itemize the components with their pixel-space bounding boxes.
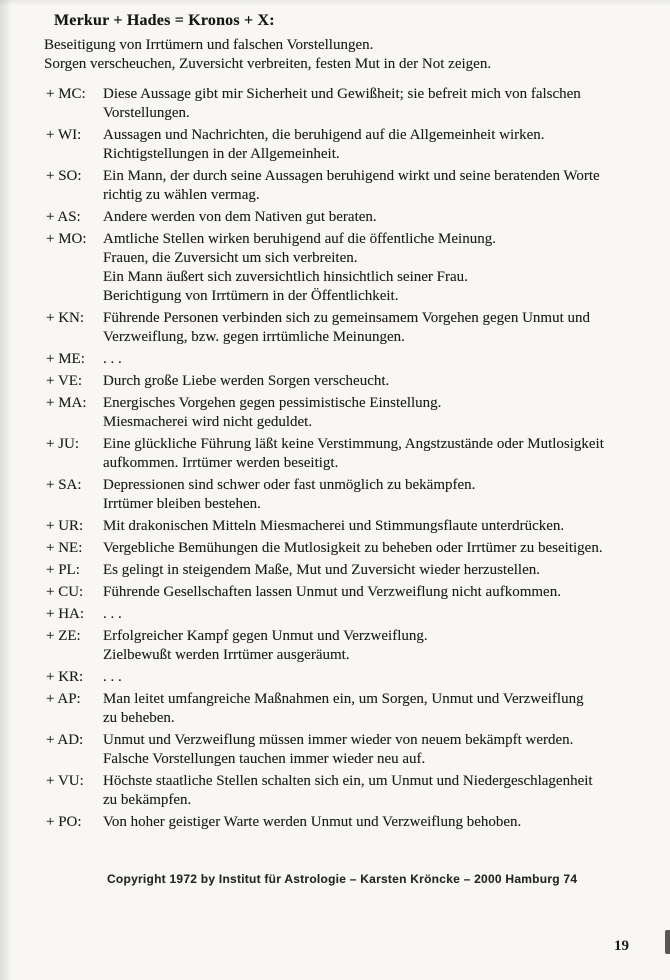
entry-text-line: Andere werden von dem Nativen gut beraten. xyxy=(103,209,377,225)
entry-text xyxy=(103,668,650,687)
entry-row xyxy=(46,668,650,687)
entry-text-line: Aussagen und Nachrichten, die beruhigend auf die Allgemeinheit wirken. xyxy=(103,127,545,143)
entry-text xyxy=(103,309,650,347)
entry-text-line: Richtigstellungen in der Allgemeinheit. xyxy=(103,146,340,162)
entry-text-line: . . . xyxy=(103,669,122,685)
entry-text-line: richtig zu wählen vermag. xyxy=(103,187,260,203)
entry-text-line: Von hoher geistiger Warte werden Unmut und Verzweiflung behoben. xyxy=(103,814,522,830)
entry-label: + HA: xyxy=(46,606,85,622)
entry-text-line: Amtliche Stellen wirken beruhigend auf die öffentliche Meinung. xyxy=(103,231,496,247)
entry-label: + AD: xyxy=(46,732,84,748)
entry-text-line: . . . xyxy=(103,351,122,367)
entry-text-line: Miesmacherei wird nicht geduldet. xyxy=(103,414,313,430)
entry-row xyxy=(46,772,650,810)
scan-artifact-mark xyxy=(665,930,670,954)
entry-text xyxy=(103,208,650,227)
entry-text xyxy=(103,813,650,832)
entry-label: + VE: xyxy=(46,373,83,389)
entry-text xyxy=(103,435,650,473)
entry-text-line: Es gelingt in steigendem Maße, Mut und Zuversicht wieder herzustellen. xyxy=(103,562,540,578)
entry-text xyxy=(103,583,650,602)
entry-text xyxy=(103,350,650,369)
entry-text xyxy=(103,476,650,514)
entry-text xyxy=(103,230,650,306)
entry-text-line: zu bekämpfen. xyxy=(103,792,192,808)
entry-label: + MC: xyxy=(46,86,86,102)
entry-label: + VU: xyxy=(46,773,84,789)
entry-label: + KR: xyxy=(46,669,84,685)
entry-label: + AS: xyxy=(46,209,81,225)
entry-label: + ZE: xyxy=(46,628,81,644)
entry-text-line: Irrtümer bleiben bestehen. xyxy=(103,496,261,512)
entry-row xyxy=(46,690,650,728)
entry-text-line: Ein Mann äußert sich zuversichtlich hinsichtlich seiner Frau. xyxy=(103,269,468,285)
entry-label: + JU: xyxy=(46,436,80,452)
entry-label: + NE: xyxy=(46,540,83,556)
entry-label: + SA: xyxy=(46,477,82,493)
entry-text xyxy=(103,627,650,665)
entry-text-line: Erfolgreicher Kampf gegen Unmut und Verzweiflung. xyxy=(103,628,428,644)
entry-text-line: Ein Mann, der durch seine Aussagen beruhigend wirkt und seine beratenden Worte xyxy=(103,168,600,184)
entry-text-line: Diese Aussage gibt mir Sicherheit und Gewißheit; sie befreit mich von falschen xyxy=(103,86,581,102)
entry-label: + PL: xyxy=(46,562,80,578)
entry-row xyxy=(46,435,650,473)
entry-label: + ME: xyxy=(46,351,85,367)
entry-text xyxy=(103,690,650,728)
entry-text xyxy=(103,517,650,536)
entry-text xyxy=(103,561,650,580)
entry-row xyxy=(46,813,650,832)
entry-row xyxy=(46,350,650,369)
entry-text xyxy=(103,539,650,558)
entry-row xyxy=(46,517,650,536)
entry-text-line: aufkommen. Irrtümer werden beseitigt. xyxy=(103,455,339,471)
entry-label: + CU: xyxy=(46,584,84,600)
entry-text-line: Energisches Vorgehen gegen pessimistische Einstellung. xyxy=(103,395,442,411)
entries-list xyxy=(46,85,650,835)
entry-text xyxy=(103,605,650,624)
entry-row xyxy=(46,394,650,432)
page-number: 19 xyxy=(614,938,629,954)
entry-row xyxy=(46,309,650,347)
entry-text-line: Eine glückliche Führung läßt keine Verstimmung, Angstzustände oder Mutlosigkeit xyxy=(103,436,604,452)
entry-text-line: Zielbewußt werden Irrtümer ausgeräumt. xyxy=(103,647,350,663)
entry-text-line: . . . xyxy=(103,606,122,622)
entry-label: + PO: xyxy=(46,814,82,830)
entry-text xyxy=(103,772,650,810)
entry-row xyxy=(46,583,650,602)
entry-label: + UR: xyxy=(46,518,84,534)
entry-row xyxy=(46,167,650,205)
copyright-line: Copyright 1972 by Institut für Astrologie – Karsten Kröncke – 2000 Hamburg 74 xyxy=(107,872,578,886)
entry-text-line: Depressionen sind schwer oder fast unmöglich zu bekämpfen. xyxy=(103,477,476,493)
entry-text xyxy=(103,731,650,769)
entry-row xyxy=(46,208,650,227)
entry-text xyxy=(103,394,650,432)
entry-row xyxy=(46,539,650,558)
entry-label: + MO: xyxy=(46,231,87,247)
intro-line: Beseitigung von Irrtümern und falschen Vorstellungen. xyxy=(44,37,374,53)
entry-text-line: Frauen, die Zuversicht um sich verbreiten. xyxy=(103,250,358,266)
entry-text-line: Falsche Vorstellungen tauchen immer wieder neu auf. xyxy=(103,751,426,767)
entry-text xyxy=(103,167,650,205)
entry-label: + KN: xyxy=(46,310,85,326)
entry-text xyxy=(103,85,650,123)
entry-text-line: Vorstellungen. xyxy=(103,105,190,121)
entry-row xyxy=(46,627,650,665)
entry-text-line: Führende Gesellschaften lassen Unmut und Verzweiflung nicht aufkommen. xyxy=(103,584,561,600)
entry-label: + MA: xyxy=(46,395,87,411)
page-title: Merkur + Hades = Kronos + X: xyxy=(54,12,275,29)
entry-row xyxy=(46,230,650,306)
entry-row xyxy=(46,126,650,164)
entry-row xyxy=(46,605,650,624)
intro-line: Sorgen verscheuchen, Zuversicht verbreiten, festen Mut in der Not zeigen. xyxy=(44,56,492,72)
entry-text-line: Mit drakonischen Mitteln Miesmacherei und Stimmungsflaute unterdrücken. xyxy=(103,518,565,534)
entry-text-line: Unmut und Verzweiflung müssen immer wieder von neuem bekämpft werden. xyxy=(103,732,574,748)
entry-text-line: Höchste staatliche Stellen schalten sich ein, um Unmut und Niedergeschlagenheit xyxy=(103,773,593,789)
entry-row xyxy=(46,372,650,391)
entry-label: + WI: xyxy=(46,127,82,143)
entry-text-line: Führende Personen verbinden sich zu gemeinsamem Vorgehen gegen Unmut und xyxy=(103,310,590,326)
entry-text-line: Vergebliche Bemühungen die Mutlosigkeit zu beheben oder Irrtümer zu beseitigen. xyxy=(103,540,603,556)
entry-text xyxy=(103,126,650,164)
entry-row xyxy=(46,561,650,580)
entry-text-line: Berichtigung von Irrtümern in der Öffentlichkeit. xyxy=(103,288,399,304)
intro-paragraph xyxy=(44,36,644,74)
entry-text-line: zu beheben. xyxy=(103,710,175,726)
entry-text xyxy=(103,372,650,391)
entry-text-line: Man leitet umfangreiche Maßnahmen ein, um Sorgen, Unmut und Verzweiflung xyxy=(103,691,584,707)
entry-text-line: Durch große Liebe werden Sorgen verscheucht. xyxy=(103,373,390,389)
entry-row xyxy=(46,85,650,123)
entry-label: + SO: xyxy=(46,168,82,184)
entry-row xyxy=(46,731,650,769)
entry-label: + AP: xyxy=(46,691,81,707)
entry-text-line: Verzweiflung, bzw. gegen irrtümliche Meinungen. xyxy=(103,329,405,345)
entry-row xyxy=(46,476,650,514)
